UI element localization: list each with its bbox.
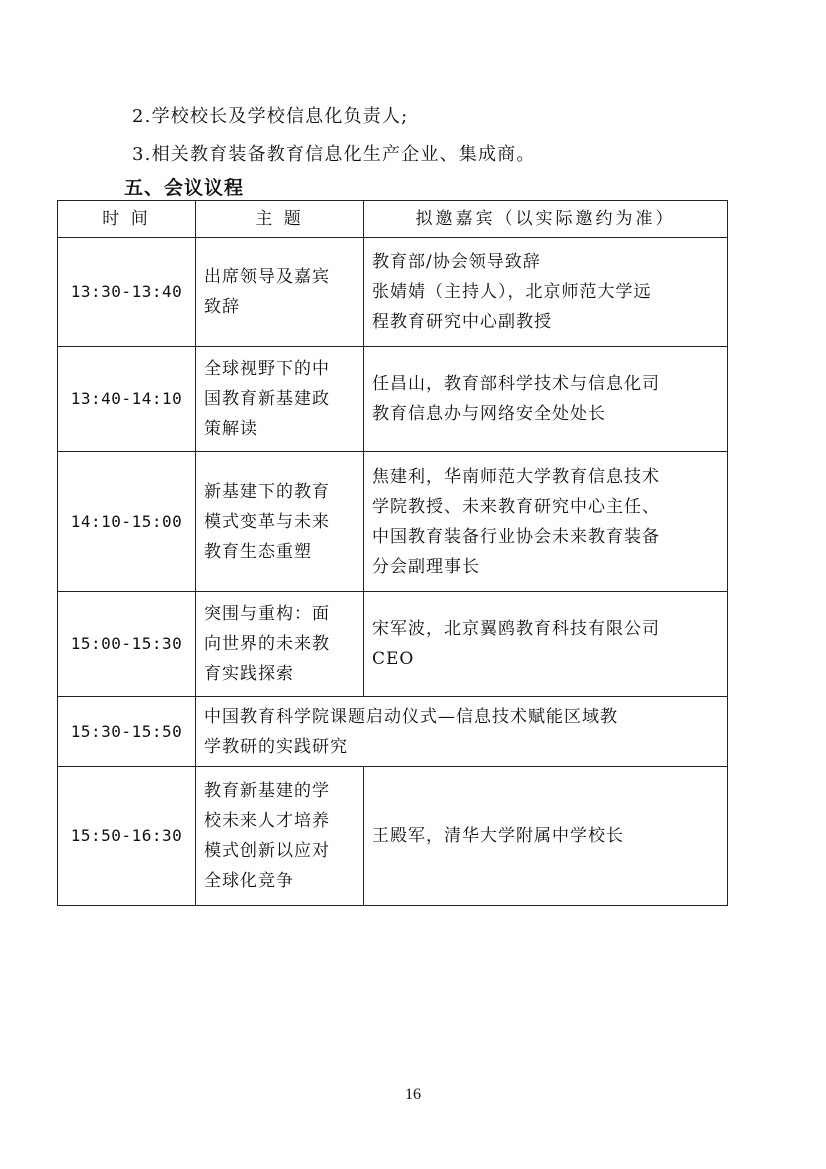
row-guests bbox=[364, 767, 728, 906]
topic-line: 新基建下的教育 bbox=[204, 481, 330, 502]
topic-line: 向世界的未来教 bbox=[204, 634, 330, 654]
merged-line: 中国教育科学院课题启动仪式—信息技术赋能区域教 bbox=[204, 706, 618, 727]
row-time: 15:00-15:30 bbox=[58, 592, 196, 697]
row-topic bbox=[196, 592, 364, 697]
row-topic bbox=[196, 767, 364, 906]
guest-line: 张婧婧（主持人），北京师范大学远 bbox=[372, 282, 652, 302]
topic-line: 全球视野下的中 bbox=[204, 359, 330, 379]
agenda-table bbox=[57, 200, 728, 906]
intro-line-2: 2.学校校长及学校信息化负责人; bbox=[132, 106, 409, 127]
row-time: 13:30-13:40 bbox=[58, 238, 196, 347]
row-topic bbox=[196, 238, 364, 347]
table-row bbox=[58, 452, 728, 592]
intro-line-3: 3.相关教育装备教育信息化生产企业、集成商。 bbox=[132, 144, 536, 165]
table-row bbox=[58, 347, 728, 452]
row-guests bbox=[364, 592, 728, 697]
guest-line: 教育部/协会领导致辞 bbox=[372, 252, 541, 272]
guest-line: 学院教授、未来教育研究中心主任、 bbox=[372, 496, 660, 517]
header-guests: 拟邀嘉宾（以实际邀约为准） bbox=[364, 201, 728, 238]
guest-line: 王殿军，清华大学附属中学校长 bbox=[372, 826, 624, 846]
topic-line: 致辞 bbox=[204, 297, 240, 317]
section-heading: 五、会议议程 bbox=[124, 177, 245, 199]
table-row bbox=[58, 697, 728, 767]
topic-line: 策解读 bbox=[204, 419, 258, 439]
row-time: 13:40-14:10 bbox=[58, 347, 196, 452]
guest-line: 分会副理事长 bbox=[372, 556, 480, 577]
row-guests bbox=[364, 238, 728, 347]
topic-line: 教育生态重塑 bbox=[204, 541, 312, 562]
row-topic bbox=[196, 347, 364, 452]
guest-line: 中国教育装备行业协会未来教育装备 bbox=[372, 526, 660, 547]
topic-line: 校未来人才培养 bbox=[204, 811, 330, 831]
topic-line: 教育新基建的学 bbox=[204, 781, 330, 801]
row-time: 15:50-16:30 bbox=[58, 767, 196, 906]
row-merged-topic bbox=[196, 697, 728, 767]
guest-line: 程教育研究中心副教授 bbox=[372, 312, 552, 332]
guest-line: 焦建利，华南师范大学教育信息技术 bbox=[372, 466, 660, 487]
table-row bbox=[58, 767, 728, 906]
table-row bbox=[58, 238, 728, 347]
merged-line: 学教研的实践研究 bbox=[204, 736, 348, 757]
topic-line: 全球化竞争 bbox=[204, 871, 294, 891]
row-time: 14:10-15:00 bbox=[58, 452, 196, 592]
row-guests bbox=[364, 452, 728, 592]
topic-line: 模式变革与未来 bbox=[204, 511, 330, 532]
table-row bbox=[58, 592, 728, 697]
guest-line: CEO bbox=[372, 649, 415, 669]
topic-line: 出席领导及嘉宾 bbox=[204, 267, 330, 287]
guest-line: 宋军波，北京翼鸥教育科技有限公司 bbox=[372, 619, 660, 639]
row-topic bbox=[196, 452, 364, 592]
row-guests bbox=[364, 347, 728, 452]
row-time: 15:30-15:50 bbox=[58, 697, 196, 767]
topic-line: 突围与重构：面 bbox=[204, 604, 330, 624]
header-time: 时 间 bbox=[58, 201, 196, 238]
header-topic: 主 题 bbox=[196, 201, 364, 238]
guest-line: 任昌山，教育部科学技术与信息化司 bbox=[372, 374, 660, 394]
guest-line: 教育信息办与网络安全处处长 bbox=[372, 404, 606, 424]
topic-line: 育实践探索 bbox=[204, 664, 294, 684]
page-number: 16 bbox=[405, 1086, 421, 1103]
topic-line: 国教育新基建政 bbox=[204, 389, 330, 409]
topic-line: 模式创新以应对 bbox=[204, 841, 330, 861]
table-header-row bbox=[58, 201, 728, 238]
